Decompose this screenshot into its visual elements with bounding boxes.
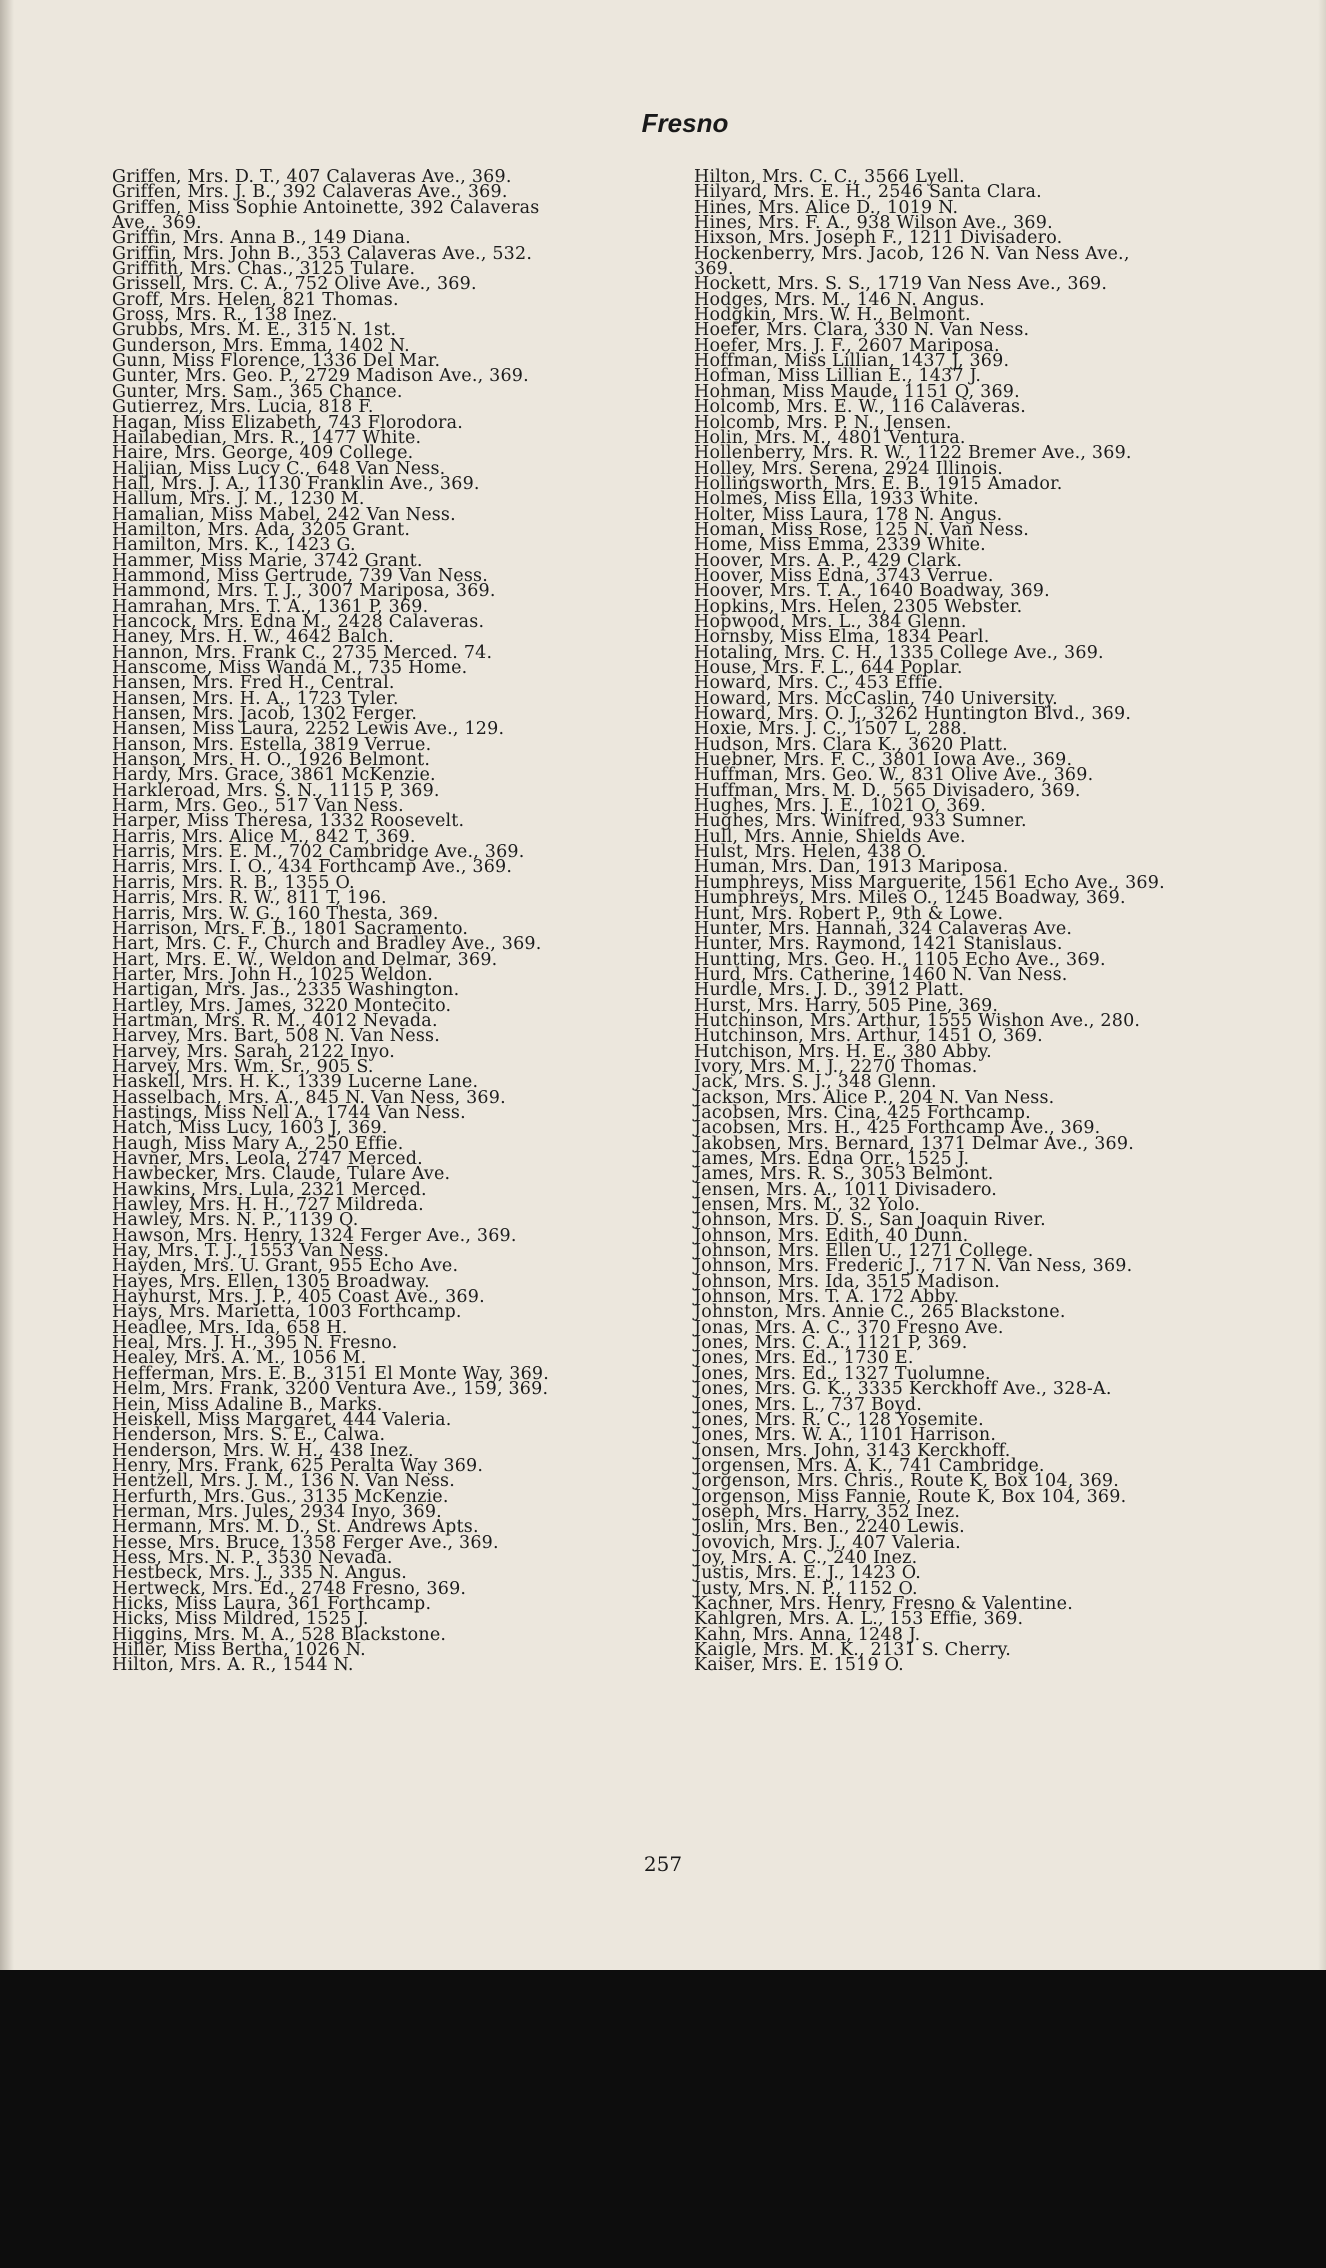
directory-entry: Hesse, Mrs. Bruce, 1358 Ferger Ave., 369. — [112, 1532, 499, 1553]
directory-entry: Hein, Miss Adaline B., Marks. — [112, 1394, 383, 1415]
directory-entry: Hilyard, Mrs. E. H., 2546 Santa Clara. — [694, 182, 1042, 203]
directory-entry: Kahn, Mrs. Anna, 1248 J. — [694, 1624, 921, 1645]
directory-entry: Hawley, Mrs. N. P., 1139 Q. — [112, 1210, 359, 1231]
directory-entry: Hailabedian, Mrs. R., 1477 White. — [112, 427, 422, 448]
directory-entry: Jacobsen, Mrs. H., 425 Forthcamp Ave., 369. — [694, 1118, 1101, 1139]
directory-entry: Hansen, Mrs. Jacob, 1302 Ferger. — [112, 704, 418, 725]
directory-entry: Harris, Mrs. I. O., 434 Forthcamp Ave., 369. — [112, 857, 513, 878]
directory-entry: Henderson, Mrs. W. H., 438 Inez. — [112, 1440, 414, 1461]
directory-entry: Hornsby, Miss Elma, 1834 Pearl. — [694, 627, 990, 648]
page-heading: Fresno — [641, 108, 729, 138]
directory-entry: Jackson, Mrs. Alice P., 204 N. Van Ness. — [694, 1087, 1055, 1108]
directory-entry: Johnson, Mrs. Ellen U., 1271 College. — [694, 1241, 1034, 1262]
directory-entry: Hefferman, Mrs. E. B., 3151 El Monte Way, 369. — [112, 1363, 550, 1384]
directory-entry: Hicks, Miss Laura, 361 Forthcamp. — [112, 1593, 432, 1614]
directory-entry: Haney, Mrs. H. W., 4642 Balch. — [112, 627, 395, 648]
directory-entry: Joseph, Mrs. Harry, 352 Inez. — [694, 1501, 961, 1522]
directory-entry: Holter, Miss Laura, 178 N. Angus. — [694, 504, 1003, 525]
directory-entry: Harter, Mrs. John H., 1025 Weldon. — [112, 964, 433, 985]
directory-entry: Hicks, Miss Mildred, 1525 J. — [112, 1609, 369, 1630]
directory-entry: Hawkins, Mrs. Lula, 2321 Merced. — [112, 1179, 427, 1200]
directory-entry: Hallum, Mrs. J. M., 1230 M. — [112, 489, 365, 510]
directory-entry: Groff, Mrs. Helen, 821 Thomas. — [112, 289, 399, 310]
directory-entry: Hayhurst, Mrs. J. P., 405 Coast Ave., 369. — [112, 1287, 485, 1308]
directory-entry: Hudson, Mrs. Clara K., 3620 Platt. — [694, 734, 1008, 755]
directory-entry: Hamilton, Mrs. K., 1423 G. — [112, 535, 356, 556]
directory-entry: Herman, Mrs. Jules, 2934 Inyo, 369. — [112, 1501, 442, 1522]
directory-entry: Hines, Mrs. Alice D., 1019 N. — [694, 197, 959, 218]
directory-entry: Hotaling, Mrs. C. H., 1335 College Ave., 369. — [694, 642, 1104, 663]
directory-entry: Holley, Mrs. Serena, 2924 Illinois. — [694, 458, 1004, 479]
directory-entry: Hurd, Mrs. Catherine, 1460 N. Van Ness. — [694, 964, 1068, 985]
directory-entry: Griffin, Mrs. John B., 353 Calaveras Ave., 532. — [112, 243, 533, 264]
directory-entry: Hanson, Mrs. Estella, 3819 Verrue. — [112, 734, 432, 755]
directory-entry: Harris, Mrs. W. G., 160 Thesta, 369. — [112, 903, 439, 924]
directory-entry: Johnson, Mrs. Ida, 3515 Madison. — [694, 1271, 1001, 1292]
directory-entry: Kaigle, Mrs. M. K., 2131 S. Cherry. — [694, 1640, 1012, 1660]
directory-entry: Harris, Mrs. Alice M., 842 T, 369. — [112, 826, 416, 847]
left-column — [112, 167, 652, 1676]
directory-entry: Jorgensen, Mrs. A. K., 741 Cambridge. — [694, 1455, 1045, 1476]
directory-entry: Hilton, Mrs. C. C., 3566 Lyell. — [694, 167, 965, 187]
directory-entry: Jorgenson, Mrs. Chris., Route K, Box 104, 369. — [694, 1471, 1119, 1492]
directory-entry: Hollenberry, Mrs. R. W., 1122 Bremer Ave., 369. — [694, 443, 1132, 464]
directory-entry: Howard, Mrs. O. J., 3262 Huntington Blvd., 369. — [694, 704, 1132, 725]
directory-entry: Hunter, Mrs. Hannah, 324 Calaveras Ave. — [694, 918, 1073, 939]
directory-entry: Hockett, Mrs. S. S., 1719 Van Ness Ave., 369. — [694, 274, 1108, 295]
directory-entry: Gunter, Mrs. Sam., 365 Chance. — [112, 381, 403, 402]
directory-entry: Hamrahan, Mrs. T. A., 1361 P, 369. — [112, 596, 429, 617]
directory-entry: Hoefer, Mrs. J. F., 2607 Mariposa. — [694, 335, 1000, 356]
directory-entry: Herfurth, Mrs. Gus., 3135 McKenzie. — [112, 1486, 449, 1507]
directory-entry: Headlee, Mrs. Ida, 658 H. — [112, 1317, 348, 1338]
directory-entry: Huffman, Mrs. M. D., 565 Divisadero, 369. — [694, 780, 1081, 801]
directory-entry: Henderson, Mrs. S. E., Calwa. — [112, 1425, 386, 1446]
directory-entry: Hartley, Mrs. James, 3220 Montecito. — [112, 995, 452, 1016]
right-column — [694, 167, 1304, 1676]
directory-entry: Hammer, Miss Marie, 3742 Grant. — [112, 550, 423, 571]
directory-entry: Home, Miss Emma, 2339 White. — [694, 535, 986, 556]
directory-entry: Hartigan, Mrs. Jas., 2335 Washington. — [112, 980, 460, 1001]
directory-entry: Hunt, Mrs. Robert P., 9th & Lowe. — [694, 903, 1004, 924]
directory-entry: Kaiser, Mrs. E. 1519 O. — [694, 1655, 904, 1676]
directory-entry: Hurdle, Mrs. J. D., 3912 Platt. — [694, 980, 965, 1001]
directory-entry: Jonsen, Mrs. John, 3143 Kerckhoff. — [694, 1440, 1011, 1461]
directory-entry: Griffen, Mrs. J. B., 392 Calaveras Ave., 369. — [112, 182, 508, 203]
directory-entry: Johnson, Mrs. D. S., San Joaquin River. — [694, 1210, 1046, 1231]
directory-entry: Hansen, Mrs. H. A., 1723 Tyler. — [112, 688, 399, 709]
directory-entry: Hayes, Mrs. Ellen, 1305 Broadway. — [112, 1271, 430, 1292]
directory-entry: Haugh, Miss Mary A., 250 Effie. — [112, 1133, 404, 1154]
directory-entry: Hammond, Miss Gertrude, 739 Van Ness. — [112, 565, 488, 586]
directory-entry: Hay, Mrs. T. J., 1553 Van Ness. — [112, 1241, 390, 1262]
directory-entry: Hastings, Miss Nell A., 1744 Van Ness. — [112, 1102, 466, 1123]
directory-entry: Hess, Mrs. N. P., 3530 Nevada. — [112, 1547, 393, 1568]
directory-entry: Justy, Mrs. N. P., 1152 O. — [694, 1578, 918, 1599]
directory-entry: Johnson, Mrs. Frederic J., 717 N. Van Ness, 369. — [694, 1256, 1133, 1277]
directory-entry: Hoxie, Mrs. J. C., 1507 L, 288. — [694, 719, 968, 740]
directory-entry: Hoover, Mrs. T. A., 1640 Boadway, 369. — [694, 581, 1050, 602]
directory-entry: Griffin, Mrs. Anna B., 149 Diana. — [112, 228, 411, 249]
directory-entry: Hoffman, Miss Lillian, 1437 J, 369. — [694, 351, 1010, 372]
directory-entry: Heiskell, Miss Margaret, 444 Valeria. — [112, 1409, 452, 1430]
directory-entry: Harrison, Mrs. F. B., 1801 Sacramento. — [112, 918, 469, 939]
directory-entry: Johnson, Mrs. T. A. 172 Abby. — [694, 1287, 960, 1308]
directory-entry: Hagan, Miss Elizabeth, 743 Florodora. — [112, 412, 464, 433]
directory-entry: Ave,. 369. — [112, 213, 202, 234]
directory-entry: Grubbs, Mrs. M. E., 315 N. 1st. — [112, 320, 397, 341]
directory-entry: Jones, Mrs. L., 737 Boyd. — [694, 1394, 922, 1415]
directory-entry: Gross, Mrs. R., 138 Inez. — [112, 305, 338, 326]
directory-entry: Justis, Mrs. E. J., 1423 O. — [694, 1563, 922, 1584]
directory-entry: Heal, Mrs. J. H., 395 N. Fresno. — [112, 1333, 398, 1354]
directory-entry: Hannon, Mrs. Frank C., 2735 Merced. 74. — [112, 642, 493, 663]
directory-entry: Harris, Mrs. E. M., 702 Cambridge Ave., 369. — [112, 842, 525, 863]
directory-entry: Jones, Mrs. Ed., 1730 E. — [694, 1348, 914, 1369]
directory-entry: Hartman, Mrs. R. M., 4012 Nevada. — [112, 1010, 438, 1031]
directory-entry: Hofman, Miss Lillian E., 1437 J. — [694, 366, 982, 387]
directory-entry: Harvey, Mrs. Sarah, 2122 Inyo. — [112, 1041, 395, 1062]
directory-entry: Jones, Mrs. G. K., 3335 Kerckhoff Ave., 328-A. — [694, 1379, 1112, 1400]
directory-entry: Hasselbach, Mrs. A., 845 N. Van Ness, 369. — [112, 1087, 506, 1108]
directory-entry: 369. — [694, 259, 734, 280]
directory-entry: Hermann, Mrs. M. D., St. Andrews Apts. — [112, 1517, 479, 1538]
directory-entry: Jakobsen, Mrs. Bernard, 1371 Delmar Ave., 369. — [694, 1133, 1134, 1154]
page-edge-shadow — [0, 0, 14, 1970]
directory-entry: Howard, Mrs. C., 453 Effie. — [694, 673, 944, 694]
directory-entry: Hoover, Mrs. A. P., 429 Clark. — [694, 550, 963, 571]
directory-entry: Hardy, Mrs. Grace, 3861 McKenzie. — [112, 765, 436, 786]
directory-entry: Hertweck, Mrs. Ed., 2748 Fresno, 369. — [112, 1578, 467, 1599]
directory-entry: Hoover, Miss Edna, 3743 Verrue. — [694, 565, 994, 586]
directory-entry: Hollingsworth, Mrs. E. B., 1915 Amador. — [694, 473, 1063, 494]
directory-entry: Harvey, Mrs. Bart, 508 N. Van Ness. — [112, 1026, 440, 1047]
directory-entry: Jovovich, Mrs. J., 407 Valeria. — [694, 1532, 961, 1553]
directory-entry: Hodgkin, Mrs. W. H., Belmont. — [694, 305, 971, 326]
directory-entry: Harper, Miss Theresa, 1332 Roosevelt. — [112, 811, 465, 832]
directory-entry: Johnson, Mrs. Edith, 40 Dunn. — [694, 1225, 969, 1246]
directory-entry: Jacobsen, Mrs. Cina, 425 Forthcamp. — [694, 1102, 1031, 1123]
directory-entry: Hamalian, Miss Mabel, 242 Van Ness. — [112, 504, 456, 525]
directory-entry: Hutchinson, Mrs. Arthur, 1451 O, 369. — [694, 1026, 1043, 1047]
directory-entry: Huntting, Mrs. Geo. H., 1105 Echo Ave., 369. — [694, 949, 1106, 970]
directory-entry: Human, Mrs. Dan, 1913 Mariposa. — [694, 857, 1009, 878]
scan-background — [0, 1970, 1326, 2268]
directory-entry: Jones, Mrs. R. C., 128 Yosemite. — [694, 1409, 984, 1430]
directory-entry: Hilton, Mrs. A. R., 1544 N. — [112, 1655, 354, 1676]
directory-entry: Haire, Mrs. George, 409 College. — [112, 443, 414, 464]
directory-entry: Hamilton, Mrs. Ada, 3205 Grant. — [112, 519, 411, 540]
directory-entry: Higgins, Mrs. M. A., 528 Blackstone. — [112, 1624, 447, 1645]
directory-entry: Harkleroad, Mrs. S. N., 1115 P, 369. — [112, 780, 440, 801]
directory-entry: Hall, Mrs. J. A., 1130 Franklin Ave., 369. — [112, 473, 480, 494]
directory-entry: Jensen, Mrs. M., 32 Yolo. — [694, 1195, 921, 1216]
directory-entry: Huebner, Mrs. F. C., 3801 Iowa Ave., 369. — [694, 750, 1073, 771]
directory-entry: Hayden, Mrs. U. Grant, 955 Echo Ave. — [112, 1256, 459, 1277]
directory-entry: Gunn, Miss Florence, 1336 Del Mar. — [112, 351, 441, 372]
directory-entry: Jones, Mrs. Ed., 1327 Tuolumne. — [694, 1363, 991, 1384]
directory-entry: Hopwood, Mrs. L., 384 Glenn. — [694, 611, 967, 632]
directory-entry: Hopkins, Mrs. Helen, 2305 Webster. — [694, 596, 1023, 617]
directory-entry: Ivory, Mrs. M. J., 2270 Thomas. — [694, 1056, 978, 1077]
directory-entry: James, Mrs. Edna Orr., 1525 J. — [694, 1149, 970, 1169]
directory-entry: Hentzell, Mrs. J. M., 136 N. Van Ness. — [112, 1471, 455, 1492]
directory-entry: Holmes, Miss Ella, 1933 White. — [694, 489, 979, 510]
directory-entry: Hanscome, Miss Wanda M., 735 Home. — [112, 658, 468, 678]
directory-entry: Griffith, Mrs. Chas., 3125 Tulare. — [112, 259, 416, 280]
directory-entry: Hixson, Mrs. Joseph F., 1211 Divisadero. — [694, 228, 1063, 249]
directory-entry: Griffen, Mrs. D. T., 407 Calaveras Ave., 369. — [112, 167, 512, 187]
directory-entry: Jones, Mrs. C. A., 1121 P, 369. — [694, 1333, 968, 1354]
directory-entry: Homan, Miss Rose, 125 N. Van Ness. — [694, 519, 1030, 540]
directory-entry: Healey, Mrs. A. M., 1056 M. — [112, 1348, 367, 1369]
directory-entry: Hulst, Mrs. Helen, 438 O. — [694, 842, 927, 863]
directory-entry: Hawson, Mrs. Henry, 1324 Ferger Ave., 369. — [112, 1225, 517, 1246]
directory-entry: Hawbecker, Mrs. Claude, Tulare Ave. — [112, 1164, 451, 1185]
directory-entry: Henry, Mrs. Frank, 625 Peralta Way 369. — [112, 1455, 484, 1476]
directory-entry: Harm, Mrs. Geo., 517 Van Ness. — [112, 796, 404, 817]
directory-entry: Harris, Mrs. R. W., 811 T, 196. — [112, 888, 387, 909]
directory-entry: Gutierrez, Mrs. Lucia, 818 F. — [112, 397, 374, 418]
directory-entry: Jonas, Mrs. A. C., 370 Fresno Ave. — [694, 1317, 1004, 1338]
directory-entry: Hutchison, Mrs. H. E., 380 Abby. — [694, 1041, 992, 1062]
directory-entry: Hart, Mrs. C. F., Church and Bradley Ave., 369. — [112, 934, 542, 955]
directory-entry: Griffen, Miss Sophie Antoinette, 392 Calaveras — [112, 197, 540, 218]
directory-entry: Holin, Mrs. M., 4801 Ventura. — [694, 427, 966, 448]
directory-entry: Hawley, Mrs. H. H., 727 Mildreda. — [112, 1195, 424, 1216]
directory-entry: Hiller, Miss Bertha, 1026 N. — [112, 1640, 366, 1660]
directory-entry: Holcomb, Mrs. E. W., 116 Calaveras. — [694, 397, 1026, 418]
directory-entry: Harvey, Mrs. Wm. Sr., 905 S. — [112, 1056, 374, 1077]
directory-entry: Gunderson, Mrs. Emma, 1402 N. — [112, 335, 410, 356]
directory-entry: Hatch, Miss Lucy, 1603 J, 369. — [112, 1118, 388, 1139]
directory-entry: Howard, Mrs. McCaslin, 740 University. — [694, 688, 1058, 709]
directory-entry: Hammond, Mrs. T. J., 3007 Mariposa, 369. — [112, 581, 496, 602]
directory-entry: Hansen, Miss Laura, 2252 Lewis Ave., 129. — [112, 719, 505, 740]
directory-entry: House, Mrs. F. L., 644 Poplar. — [694, 658, 963, 678]
directory-entry: Hansen, Mrs. Fred H., Central. — [112, 673, 395, 694]
directory-entry: Hancock, Mrs. Edna M., 2428 Calaveras. — [112, 611, 485, 632]
directory-entry: Helm, Mrs. Frank, 3200 Ventura Ave., 159, 369. — [112, 1379, 549, 1400]
directory-entry: Humphreys, Miss Marguerite, 1561 Echo Ave., 369. — [694, 872, 1165, 893]
directory-entry: Grissell, Mrs. C. A., 752 Olive Ave., 369. — [112, 274, 477, 295]
directory-entry: Havner, Mrs. Leola, 2747 Merced. — [112, 1149, 423, 1169]
directory-entry: Kahlgren, Mrs. A. L., 153 Effie, 369. — [694, 1609, 1024, 1630]
directory-entry: Haskell, Mrs. H. K., 1339 Lucerne Lane. — [112, 1072, 479, 1093]
directory-entry: Hines, Mrs. F. A., 938 Wilson Ave., 369. — [694, 213, 1053, 234]
directory-entry: Joy, Mrs. A. C., 240 Inez. — [694, 1547, 918, 1568]
directory-entry: Huffman, Mrs. Geo. W., 831 Olive Ave., 369. — [694, 765, 1094, 786]
directory-entry: Hunter, Mrs. Raymond, 1421 Stanislaus. — [694, 934, 1063, 955]
directory-entry: Jones, Mrs. W. A., 1101 Harrison. — [694, 1425, 997, 1446]
directory-entry: Haljian, Miss Lucy C., 648 Van Ness. — [112, 458, 446, 479]
directory-entry: Joslin, Mrs. Ben., 2240 Lewis. — [694, 1517, 965, 1538]
directory-entry: Hull, Mrs. Annie, Shields Ave. — [694, 826, 966, 847]
directory-entry: Humphreys, Mrs. Miles O., 1245 Boadway, 369. — [694, 888, 1126, 909]
page-number: 257 — [643, 1852, 683, 1876]
directory-entry: Gunter, Mrs. Geo. P., 2729 Madison Ave., 369. — [112, 366, 529, 387]
directory-entry: Hoefer, Mrs. Clara, 330 N. Van Ness. — [694, 320, 1030, 341]
directory-entry: Johnston, Mrs. Annie C., 265 Blackstone. — [694, 1302, 1066, 1323]
directory-entry: Holcomb, Mrs. P. N., Jensen. — [694, 412, 952, 433]
directory-entry: Hughes, Mrs. Winifred, 933 Sumner. — [694, 811, 1027, 832]
directory-entry: Hodges, Mrs. M., 146 N. Angus. — [694, 289, 985, 310]
directory-entry: Hohman, Miss Maude, 1151 Q, 369. — [694, 381, 1020, 402]
directory-entry: Hart, Mrs. E. W., Weldon and Delmar, 369. — [112, 949, 498, 970]
directory-entry: Hays, Mrs. Marietta, 1003 Forthcamp. — [112, 1302, 462, 1323]
directory-entry: Hutchinson, Mrs. Arthur, 1555 Wishon Ave., 280. — [694, 1010, 1141, 1031]
directory-entry: Jorgenson, Miss Fannie, Route K, Box 104, 369. — [694, 1486, 1127, 1507]
directory-entry: Jack, Mrs. S. J., 348 Glenn. — [694, 1072, 937, 1093]
directory-entry: Harris, Mrs. R. B., 1355 O. — [112, 872, 355, 893]
directory-entry: Hockenberry, Mrs. Jacob, 126 N. Van Ness Ave., — [694, 243, 1130, 264]
directory-entry: Hestbeck, Mrs. J., 335 N. Angus. — [112, 1563, 408, 1584]
directory-entry: Jensen, Mrs. A., 1011 Divisadero. — [694, 1179, 998, 1200]
directory-entry: Hurst, Mrs. Harry, 505 Pine, 369. — [694, 995, 999, 1016]
directory-entry: Hughes, Mrs. J. E., 1021 O, 369. — [694, 796, 987, 817]
directory-entry: Kachner, Mrs. Henry, Fresno & Valentine. — [694, 1593, 1073, 1614]
directory-entry: Hanson, Mrs. H. O., 1926 Belmont. — [112, 750, 431, 771]
page-edge-right — [1318, 0, 1326, 1970]
directory-entry: James, Mrs. R. S., 3053 Belmont. — [694, 1164, 994, 1185]
